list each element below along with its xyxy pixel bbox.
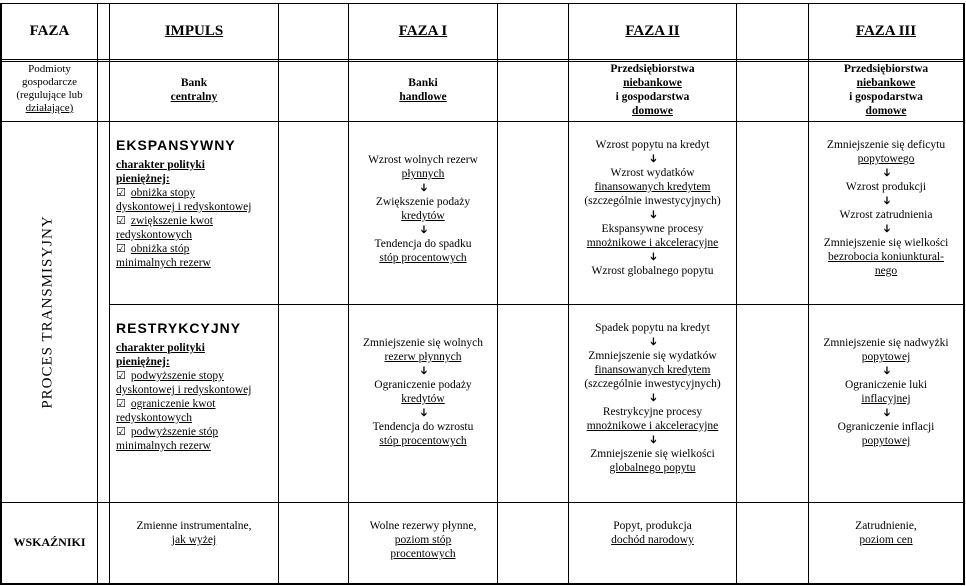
- entity-faza-1: [349, 76, 497, 104]
- arrow-down-icon: ➔: [647, 209, 659, 220]
- indicator-line: poziom cen: [859, 534, 913, 546]
- arrow-down-icon: ➔: [880, 223, 893, 234]
- grid-line: [97, 3, 98, 584]
- expansive-faza-2: [569, 138, 736, 278]
- flow-step: Wzrost produkcji: [845, 181, 927, 193]
- indicators-label: WSKAŹNIKI: [13, 535, 86, 549]
- flow-step: rezerw płynnych: [384, 351, 462, 363]
- grid-line: [0, 3, 965, 4]
- flow-step: Wzrost wydatków: [610, 167, 695, 179]
- entity-line: domowe: [865, 105, 907, 117]
- expansive-faza-3: [809, 138, 963, 278]
- header-impuls: IMPULS: [164, 23, 224, 39]
- policy-item-cont: redyskontowych: [116, 229, 193, 241]
- flow-step: kredytów: [401, 210, 445, 222]
- checkbox-icon: ☑: [116, 425, 126, 438]
- policy-character: pieniężnej:: [116, 173, 170, 185]
- policy-item: [116, 425, 278, 439]
- flow-step: inflacyjnej: [861, 393, 911, 405]
- grid-line: [0, 59, 965, 60]
- restrictive-faza-1: [349, 336, 497, 448]
- indicator-line: procentowych: [390, 548, 456, 560]
- entity-line: Przedsiębiorstwa: [610, 63, 695, 75]
- flow-step: Ograniczenie podaży: [374, 379, 472, 391]
- restrictive-faza-2: [569, 321, 736, 475]
- policy-item-text: obniżka stóp: [130, 243, 190, 255]
- header-faza-3: FAZA III: [855, 23, 917, 39]
- arrow-down-icon: ➔: [417, 224, 430, 235]
- arrow-down-icon: ➔: [880, 365, 893, 376]
- flow-step: mnożnikowe i akceleracyjne: [586, 237, 719, 249]
- flow-step: Wzrost zatrudnienia: [839, 209, 933, 221]
- flow-step: popytowej: [861, 351, 911, 363]
- flow-step: Zmniejszenie się deficytu: [826, 139, 946, 151]
- expansive-policy: [116, 137, 278, 270]
- header-faza-1: FAZA I: [398, 23, 448, 39]
- flow-step: Wzrost popytu na kredyt: [595, 139, 710, 151]
- flow-step: Zmniejszenie się wielkości: [823, 237, 949, 249]
- flow-step: popytowej: [861, 435, 911, 447]
- flow-step: Ekspansywne procesy: [601, 223, 704, 235]
- arrow-down-icon: ➔: [880, 195, 893, 206]
- policy-item-text: podwyższenie stóp: [130, 426, 219, 438]
- indicators-faza-2: [569, 519, 736, 547]
- entities-label-line: Podmioty: [28, 63, 71, 75]
- grid-line: [0, 121, 965, 122]
- grid-line: [0, 583, 965, 585]
- entities-label: [2, 63, 97, 115]
- flow-step: (szczególnie inwestycyjnych): [584, 195, 721, 207]
- indicators-impuls: [110, 519, 278, 547]
- flow-step: (szczególnie inwestycyjnych): [584, 378, 721, 390]
- entity-line: centralny: [170, 91, 218, 103]
- indicator-line: poziom stóp: [394, 534, 452, 546]
- arrow-down-icon: ➔: [647, 251, 659, 262]
- entity-impuls: [110, 76, 278, 104]
- flow-step: Zmniejszenie się wolnych: [362, 337, 484, 349]
- arrow-down-icon: ➔: [417, 182, 430, 193]
- flow-step: popytowego: [857, 153, 915, 165]
- policy-item: [116, 242, 278, 256]
- grid-line: [736, 3, 737, 584]
- flow-step: Spadek popytu na kredyt: [595, 322, 710, 334]
- arrow-down-icon: ➔: [417, 365, 430, 376]
- flow-step: Zwiększenie podaży: [375, 196, 471, 208]
- arrow-down-icon: ➔: [647, 434, 659, 445]
- indicator-line: Wolne rezerwy płynne,: [369, 520, 477, 532]
- arrow-down-icon: ➔: [880, 407, 893, 418]
- flow-step: Zmniejszenie się wielkości: [590, 448, 715, 460]
- restrictive-policy: [116, 320, 278, 453]
- policy-character: charakter polityki: [116, 342, 205, 354]
- checkbox-icon: ☑: [116, 369, 126, 382]
- policy-item: [116, 397, 278, 411]
- flow-step: bezrobocia koniunktural-: [828, 251, 944, 263]
- flow-step: Ograniczenie luki: [844, 379, 928, 391]
- policy-item-text: ograniczenie kwot: [130, 398, 216, 410]
- entity-line: i gospodarstwa: [849, 91, 923, 103]
- expansive-title: EKSPANSYWNY: [116, 137, 236, 153]
- entities-label-line: (regulujące lub: [16, 89, 83, 101]
- checkbox-icon: ☑: [116, 214, 126, 227]
- grid-line: [109, 304, 965, 305]
- flow-step: Restrykcyjne procesy: [602, 406, 703, 418]
- grid-line: [0, 502, 965, 503]
- flow-step: stóp procentowych: [379, 435, 467, 447]
- policy-item-cont: redyskontowych: [116, 412, 193, 424]
- flow-step: nego: [874, 265, 898, 277]
- arrow-down-icon: ➔: [880, 167, 893, 178]
- flow-step: kredytów: [401, 393, 445, 405]
- entity-line: niebankowe: [856, 77, 916, 89]
- flow-step: Zmniejszenie się wydatków: [588, 350, 717, 362]
- indicator-line: Zatrudnienie,: [855, 520, 917, 532]
- header-faza-2: FAZA II: [625, 23, 680, 39]
- flow-step: globalnego popytu: [609, 462, 696, 474]
- header-faza: FAZA: [29, 23, 70, 39]
- policy-item-text: obniżka stopy: [130, 187, 196, 199]
- entity-line: domowe: [632, 105, 673, 117]
- flow-step: Tendencja do spadku: [374, 238, 472, 250]
- entity-line: niebankowe: [623, 77, 682, 89]
- policy-item-text: podwyższenie stopy: [130, 370, 224, 382]
- arrow-down-icon: ➔: [647, 392, 659, 403]
- grid-line: [497, 3, 498, 584]
- policy-character: charakter polityki: [116, 159, 205, 171]
- policy-item: [116, 186, 278, 200]
- policy-character: pieniężnej:: [116, 356, 170, 368]
- process-label: PROCES TRANSMISYJNY: [39, 215, 56, 409]
- checkbox-icon: ☑: [116, 186, 126, 199]
- checkbox-icon: ☑: [116, 397, 126, 410]
- policy-item-cont: minimalnych rezerw: [116, 257, 211, 269]
- grid-line: [278, 3, 279, 584]
- indicators-faza-3: [809, 519, 963, 547]
- flow-step: mnożnikowe i akceleracyjne: [586, 420, 719, 432]
- flow-step: Tendencja do wzrostu: [372, 421, 474, 433]
- restrictive-title: RESTRYKCYJNY: [116, 320, 242, 336]
- expansive-faza-1: [349, 153, 497, 265]
- entity-line: Bank: [180, 77, 208, 89]
- flow-step: Wzrost wolnych rezerw: [368, 154, 478, 166]
- policy-item: [116, 214, 278, 228]
- entities-label-line: działające): [25, 102, 74, 114]
- policy-item-cont: dyskontowej i redyskontowej: [116, 201, 252, 213]
- indicator-line: dochód narodowy: [611, 534, 694, 546]
- arrow-down-icon: ➔: [647, 153, 659, 164]
- indicator-line: Zmienne instrumentalne,: [136, 520, 252, 532]
- policy-item-text: zwiększenie kwot: [130, 215, 213, 227]
- flow-step: Zmniejszenie się nadwyżki: [823, 337, 949, 349]
- indicator-line: jak wyżej: [171, 534, 217, 546]
- entity-line: handlowe: [399, 91, 447, 103]
- flow-step: Ograniczenie inflacji: [837, 421, 935, 433]
- arrow-down-icon: ➔: [417, 407, 430, 418]
- flow-step: finansowanych kredytem: [594, 364, 711, 376]
- flow-step: płynnych: [401, 168, 445, 180]
- flow-step: finansowanych kredytem: [594, 181, 711, 193]
- entity-line: i gospodarstwa: [615, 91, 690, 103]
- entity-line: Przedsiębiorstwa: [843, 63, 929, 75]
- policy-item-cont: dyskontowej i redyskontowej: [116, 384, 252, 396]
- flow-step: stóp procentowych: [379, 252, 467, 264]
- entities-label-line: gospodarcze: [22, 76, 77, 88]
- policy-item-cont: minimalnych rezerw: [116, 440, 211, 452]
- checkbox-icon: ☑: [116, 242, 126, 255]
- arrow-down-icon: ➔: [647, 336, 659, 347]
- flow-step: Wzrost globalnego popytu: [591, 265, 714, 277]
- policy-item: [116, 369, 278, 383]
- indicators-faza-1: [349, 519, 497, 561]
- entity-line: Banki: [408, 77, 438, 89]
- indicator-line: Popyt, produkcja: [613, 520, 692, 532]
- grid-line: [963, 3, 965, 584]
- restrictive-faza-3: [809, 336, 963, 448]
